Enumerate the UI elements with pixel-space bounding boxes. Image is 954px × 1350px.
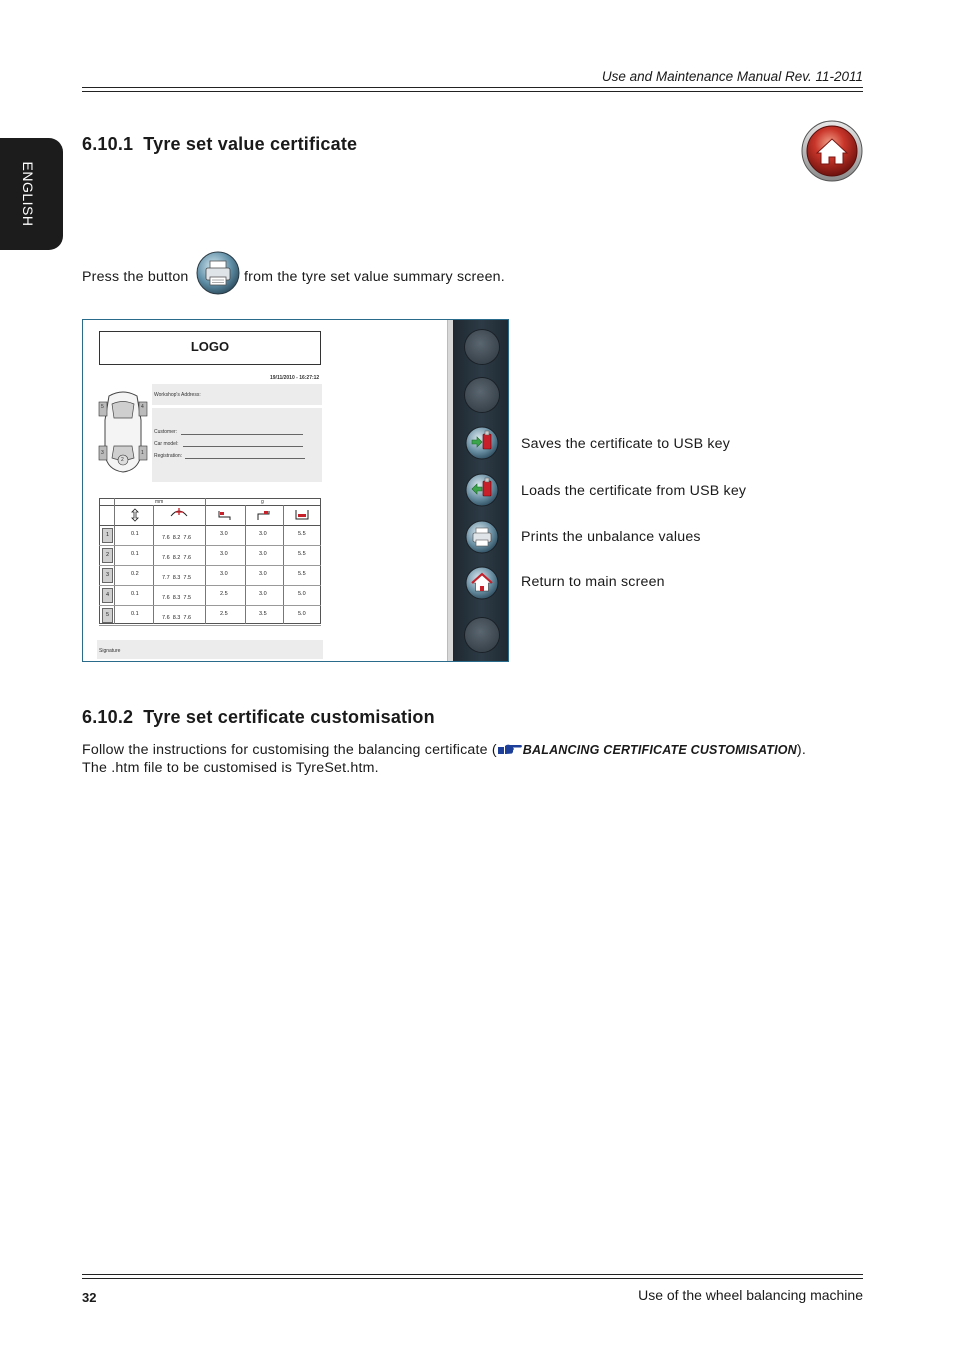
table-row-divider [99,565,321,566]
table-cell-d: 3.0 [259,551,267,557]
load-usb-button[interactable] [465,473,499,507]
customer-label: Customer: [154,429,178,435]
save-usb-description: Saves the certificate to USB key [521,436,731,452]
table-row-divider [99,585,321,586]
car-wheel-label: 4 [141,404,144,410]
pointing-hand-icon [497,743,523,755]
table-row-wheel-badge: 3 [102,568,113,583]
table-cell-a: 0.1 [131,591,139,597]
table-cell-b: 7.6 8.2 7.6 [162,555,192,561]
registration-label: Registration: [154,453,183,459]
table-cell-b: 7.6 8.3 7.5 [162,595,192,601]
printer-icon [196,251,240,295]
section-heading-6-10-1 [82,134,357,155]
signature-box [97,640,323,659]
car-model-line [183,446,303,447]
table-row-divider [99,625,321,626]
table-cell-c: 2.5 [220,611,228,617]
table-header-rule [99,505,321,506]
table-cell-c: 2.5 [220,591,228,597]
empty-sidebar-button [465,330,499,364]
customer-line [181,434,303,435]
save-usb-button[interactable] [465,426,499,460]
certificate-logo-box: LOGO [99,331,321,365]
table-row-wheel-badge: 5 [102,608,113,623]
section-title: Tyre set certificate customisation [143,707,435,727]
footer-chapter-title: Use of the wheel balancing machine [638,1287,863,1303]
footer-rule-thin [82,1274,863,1275]
section-number: 6.10.2 [82,707,134,727]
table-row-wheel-badge: 1 [102,528,113,543]
table-cell-a: 0.1 [131,531,139,537]
page-number: 32 [82,1290,97,1305]
print-description: Prints the unbalance values [521,529,701,545]
manual-header-title: Use and Maintenance Manual Rev. 11-2011 [601,69,863,84]
print-button[interactable] [465,520,499,554]
rim-weight-icon [217,508,233,522]
certificate-datetime: 19/11/2010 - 16:27:12 [270,375,320,381]
table-cell-e: 5.0 [298,611,306,617]
car-wheel-label: 3 [101,450,104,456]
table-row-wheel-badge: 2 [102,548,113,563]
vertical-runout-icon [129,508,141,522]
table-row-wheel-badge: 4 [102,588,113,603]
header-rule-thin [82,91,863,92]
table-cell-a: 0.1 [131,551,139,557]
table-cell-d: 3.0 [259,531,267,537]
table-cell-b: 7.6 8.2 7.6 [162,535,192,541]
home-description: Return to main screen [521,574,665,590]
section-number: 6.10.1 [82,134,134,154]
customisation-paragraph-line1 [82,742,806,758]
table-cell-c: 3.0 [220,571,228,577]
customisation-text: ). [796,742,806,758]
table-row-divider [99,605,321,606]
certificate-screen [82,319,509,662]
table-cell-d: 3.0 [259,571,267,577]
customisation-paragraph-line2: The .htm file to be customised is TyreSet.htm. [82,760,379,776]
load-usb-description: Loads the certificate from USB key [521,483,747,499]
intro-text-after: from the tyre set value summary screen. [244,269,505,285]
table-cell-e: 5.5 [298,531,306,537]
table-cell-c: 3.0 [220,551,228,557]
car-wheel-label: 5 [101,404,104,410]
rim-runout-icon [169,506,189,522]
language-tab-label: ENGLISH [20,161,36,227]
table-cell-a: 0.1 [131,611,139,617]
car-wheel-label: 2 [121,457,124,463]
table-cell-b: 7.7 8.3 7.5 [162,575,192,581]
customisation-reference-link[interactable]: BALANCING CERTIFICATE CUSTOMISATION [522,743,797,757]
car-topview-icon [97,390,149,474]
table-cell-e: 5.0 [298,591,306,597]
car-wheel-label: 1 [141,450,144,456]
empty-sidebar-button [465,618,499,652]
home-button[interactable] [465,566,499,600]
unit-g-label: g [261,499,264,505]
car-model-label: Car model: [154,441,179,447]
footer-rule [82,1278,863,1279]
language-tab [0,138,63,250]
table-cell-a: 0.2 [131,571,139,577]
inner-weight-icon [256,508,272,522]
section-title: Tyre set value certificate [143,134,358,154]
table-cell-e: 5.5 [298,551,306,557]
header-rule [82,87,863,88]
table-cell-d: 3.0 [259,591,267,597]
table-header-rule [99,525,321,526]
workshop-address-label: Workshop's Address: [154,392,201,398]
intro-text-before: Press the button [82,269,189,285]
empty-sidebar-button [465,378,499,412]
signature-label: Signature [99,648,121,654]
section-heading-6-10-2 [82,707,435,728]
table-row-divider [99,545,321,546]
table-cell-c: 3.0 [220,531,228,537]
home-icon [801,120,863,182]
table-cell-e: 5.5 [298,571,306,577]
customisation-text: Follow the instructions for customising the balancing certificate ( [82,742,497,758]
table-cell-b: 7.6 8.3 7.6 [162,615,192,621]
unit-mm-label: mm [155,499,164,505]
registration-line [185,458,305,459]
table-cell-d: 3.5 [259,611,267,617]
total-weight-icon [294,508,310,522]
